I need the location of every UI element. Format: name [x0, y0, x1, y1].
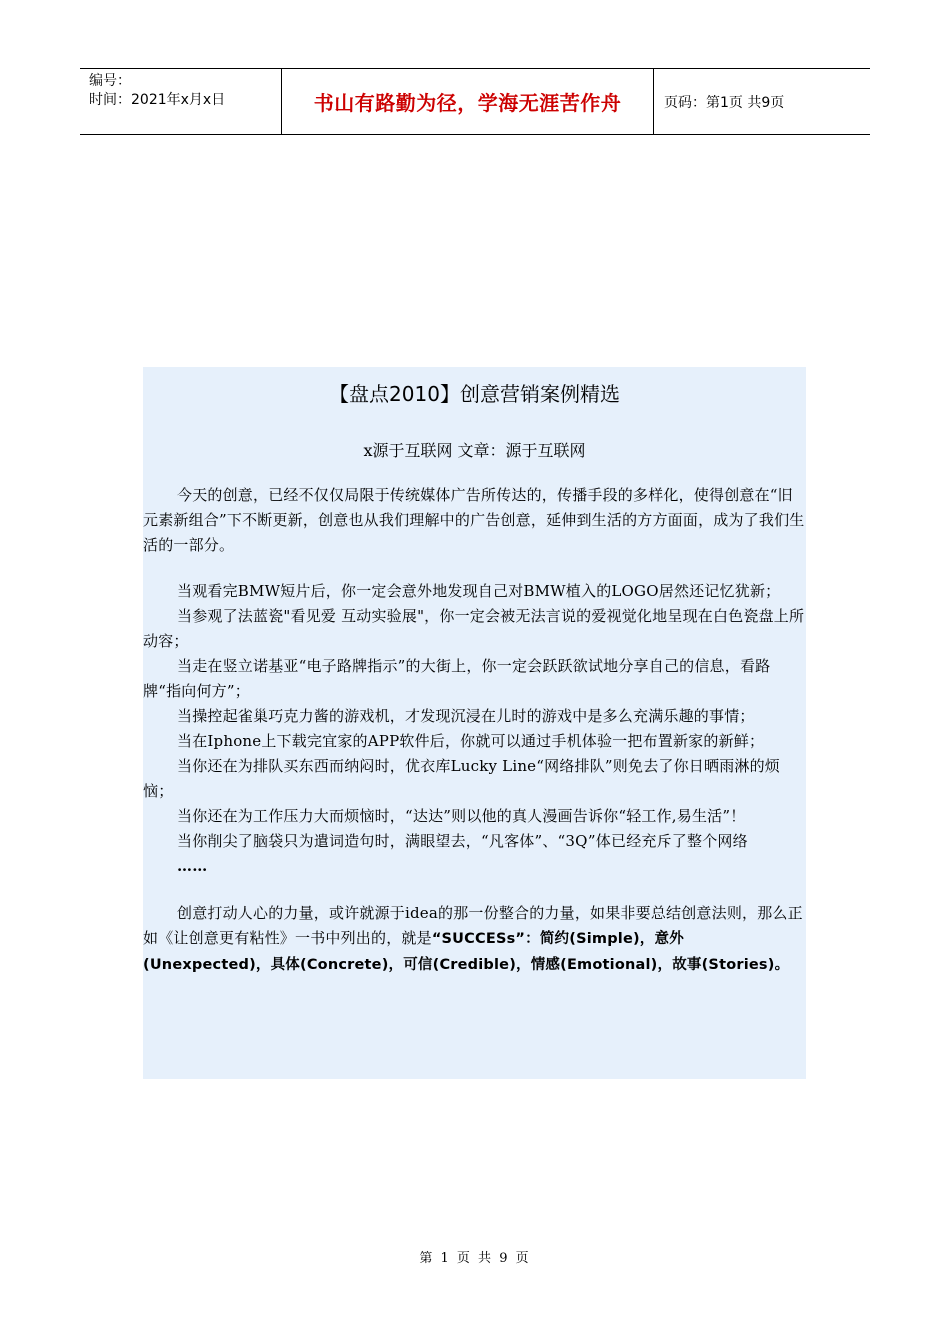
closing-paragraph	[143, 901, 806, 978]
case-line-ikea: 当在Iphone上下载完宜家的APP软件后，你就可以通过手机体验一把布置新家的新鲜；	[177, 732, 765, 750]
header-page-label: 页码：第1页 共9页	[664, 94, 785, 111]
case-line-uniqlo: 当你还在为排队买东西而纳闷时，优衣库Lucky Line“网络排队”则免去了你日晒雨淋的烦恼；	[143, 757, 780, 800]
case-line-nokia: 当走在竖立诺基亚“电子路牌指示”的大街上，你一定会跃跃欲试地分享自己的信息，看路牌“指向何方”；	[143, 657, 771, 700]
ellipsis: ……	[177, 857, 208, 875]
case-list	[143, 579, 806, 879]
closing-text: 创意打动人心的力量，或许就源于idea的那一份整合的力量，如果非要总结创意法则，那么正如《让创意更有粘性》一书中列出的，就是	[143, 904, 803, 947]
case-line-vancl: 当你削尖了脑袋只为遣词造句时，满眼望去，“凡客体”、“3Q”体已经充斥了整个网络	[177, 832, 748, 850]
case-line-bmw: 当观看完BMW短片后，你一定会意外地发现自己对BMW植入的LOGO居然还记忆犹新；	[177, 582, 781, 600]
case-line-dada: 当你还在为工作压力大而烦恼时，“达达”则以他的真人漫画告诉你“轻工作,易生活”！	[177, 807, 746, 825]
page-footer: 第 1 页 共 9 页	[419, 1251, 531, 1266]
header-motto: 书山有路勤为径，学海无涯苦作舟	[282, 69, 654, 134]
case-line-franz: 当参观了法蓝瓷"看见爱 互动实验展"，你一定会被无法言说的爱视觉化地呈现在白色瓷盘上所动容；	[143, 607, 805, 650]
header-meta	[80, 69, 282, 134]
case-line-nestle: 当操控起雀巢巧克力酱的游戏机，才发现沉浸在儿时的游戏中是多么充满乐趣的事情；	[177, 707, 755, 725]
success-principles: “SUCCESs”：简约(Simple)，意外(Unexpected)，具体(Concrete)，可信(Credible)，情感(Emotional)，故事(Stories)。	[143, 931, 790, 973]
article-body	[143, 367, 806, 1079]
header-date-label: 时间：2021年x月x日	[89, 92, 226, 108]
article-title: 【盘点2010】创意营销案例精选	[329, 382, 620, 406]
article-source: x源于互联网 文章：源于互联网	[363, 441, 586, 460]
intro-paragraph: 今天的创意，已经不仅仅局限于传统媒体广告所传达的，传播手段的多样化，使得创意在“旧元素新组合”下不断更新，创意也从我们理解中的广告创意，延伸到生活的方方面面，成为了我们生活的一部分。	[143, 486, 805, 554]
document-header	[80, 68, 870, 135]
header-number-label: 编号：	[89, 73, 131, 89]
